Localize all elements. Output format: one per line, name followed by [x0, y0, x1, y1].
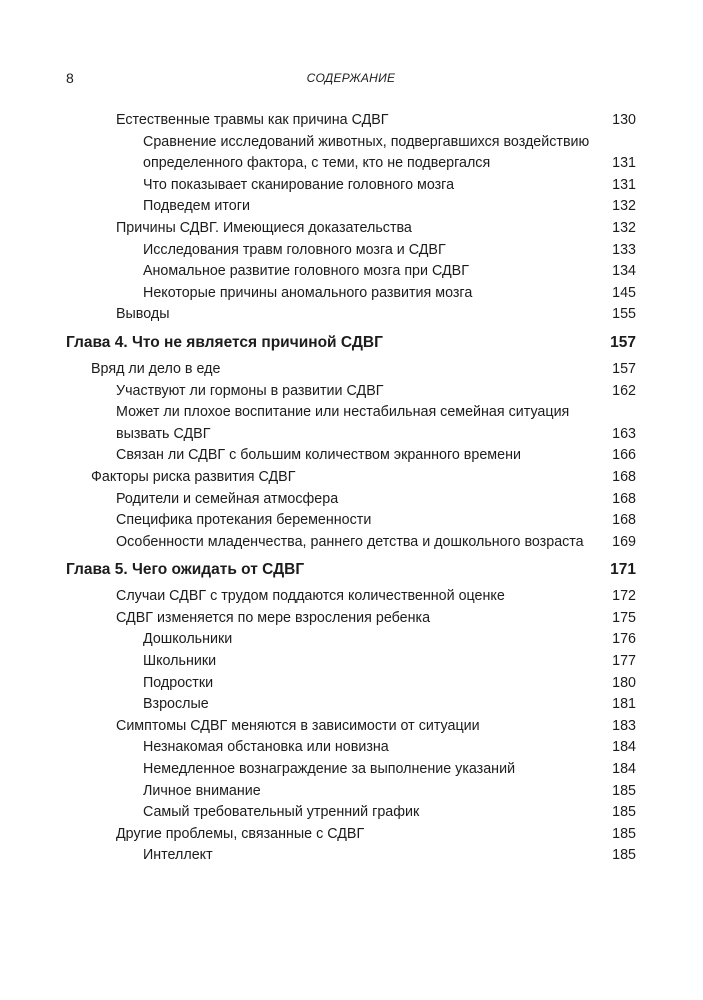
toc-entry-title: Причины СДВГ. Имеющиеся доказательства [116, 219, 412, 236]
toc-entry-page: 176 [612, 631, 636, 648]
toc-entry-title: Сравнение исследований животных, подвергавшихся воздействию определенного фактора, с теми, кто не подвергался [143, 133, 590, 172]
toc-entry-page: 130 [612, 112, 636, 128]
toc-entry [66, 110, 636, 132]
toc-entry-page: 175 [612, 609, 636, 626]
toc-entry [66, 240, 636, 262]
toc-entry-title: Глава 4. Что не является причиной СДВГ [66, 333, 383, 351]
toc-entry [66, 845, 636, 867]
toc-entry-page: 131 [612, 155, 636, 172]
page-number: 8 [66, 70, 74, 86]
toc-entry [66, 218, 636, 240]
toc-entry [66, 629, 636, 651]
toc-entry-page: 185 [612, 825, 636, 842]
toc-entry [66, 673, 636, 695]
toc-entry-title: Интеллект [143, 847, 213, 864]
toc-entry-page: 181 [612, 696, 636, 713]
toc-chapter [66, 559, 636, 581]
toc-entry-title: Исследования травм головного мозга и СДВГ [143, 241, 446, 258]
toc-entry-title: Дошкольники [143, 631, 233, 648]
toc-entry-title: Подростки [143, 674, 214, 691]
toc-entry-title: СДВГ изменяется по мере взросления ребенка [116, 609, 431, 626]
toc-entry-page: 157 [610, 333, 636, 351]
toc-entry-title: Другие проблемы, связанные с СДВГ [116, 825, 365, 842]
toc-entry [66, 716, 636, 738]
toc-entry [66, 586, 636, 608]
toc-entry-title: Связан ли СДВГ с большим количеством экранного времени [116, 447, 521, 464]
toc-entry [66, 445, 636, 467]
toc-entry [66, 802, 636, 824]
running-title: СОДЕРЖАНИЕ [306, 71, 396, 85]
toc-entry-title: Вряд ли дело в еде [91, 360, 221, 377]
toc-entry-page: 132 [612, 219, 636, 236]
toc-entry-page: 162 [612, 382, 636, 399]
toc-entry-title: Естественные травмы как причина СДВГ [116, 112, 389, 128]
toc-entry-title: Может ли плохое воспитание или нестабильная семейная ситуация вызвать СДВГ [116, 404, 570, 442]
toc-entry-page: 185 [612, 804, 636, 821]
toc-entry-page: 184 [612, 739, 636, 756]
toc-entry [66, 759, 636, 781]
toc-entry-page: 134 [612, 263, 636, 280]
toc-entry-title: Родители и семейная атмосфера [116, 490, 339, 507]
toc-entry-page: 157 [612, 360, 636, 377]
toc-entry [66, 283, 636, 305]
toc-entry-page: 184 [612, 761, 636, 778]
toc-entry-page: 183 [612, 717, 636, 734]
toc-entry [66, 359, 636, 381]
toc-chapter [66, 332, 636, 354]
toc-entry-title: Немедленное вознаграждение за выполнение указаний [143, 761, 516, 778]
toc-entry [66, 608, 636, 630]
toc-entry [66, 694, 636, 716]
table-of-contents [66, 110, 636, 867]
toc-entry-title: Некоторые причины аномального развития мозга [143, 284, 473, 301]
toc-entry-page: 145 [612, 284, 636, 301]
toc-entry-page: 177 [612, 653, 636, 670]
toc-entry-page: 180 [612, 674, 636, 691]
page-header [66, 70, 636, 90]
toc-entry [66, 132, 636, 175]
toc-entry [66, 304, 636, 326]
toc-entry-page: 169 [612, 533, 636, 550]
toc-entry-page: 155 [612, 306, 636, 323]
toc-entry [66, 175, 636, 197]
toc-entry [66, 196, 636, 218]
toc-entry [66, 651, 636, 673]
toc-entry-title: Симптомы СДВГ меняются в зависимости от ситуации [116, 717, 480, 734]
toc-entry-title: Факторы риска развития СДВГ [91, 468, 296, 485]
toc-entry-page: 131 [612, 176, 636, 193]
toc-entry-page: 168 [612, 512, 636, 529]
toc-entry [66, 510, 636, 532]
toc-entry-page: 185 [612, 847, 636, 864]
toc-entry-title: Выводы [116, 306, 170, 323]
toc-entry-page: 166 [612, 447, 636, 464]
toc-entry-title: Подведем итоги [143, 198, 250, 215]
toc-entry [66, 381, 636, 403]
toc-entry-title: Личное внимание [143, 782, 261, 799]
toc-entry-title: Самый требовательный утренний график [143, 804, 420, 821]
toc-entry-title: Особенности младенчества, раннего детства и дошкольного возраста [116, 533, 584, 550]
toc-entry-page: 171 [610, 561, 636, 579]
toc-entry-page: 132 [612, 198, 636, 215]
toc-entry [66, 737, 636, 759]
toc-entry [66, 824, 636, 846]
toc-entry-title: Специфика протекания беременности [116, 512, 372, 529]
toc-entry-title: Школьники [143, 653, 217, 670]
toc-entry [66, 781, 636, 803]
toc-entry-title: Случаи СДВГ с трудом поддаются количественной оценке [116, 588, 505, 605]
toc-entry-title: Взрослые [143, 696, 209, 713]
toc-entry-page: 185 [612, 782, 636, 799]
toc-entry-title: Незнакомая обстановка или новизна [143, 739, 389, 756]
toc-entry [66, 402, 636, 445]
toc-entry-title: Аномальное развитие головного мозга при СДВГ [143, 263, 469, 280]
toc-entry [66, 489, 636, 511]
toc-entry-title: Что показывает сканирование головного мозга [143, 176, 455, 193]
toc-entry [66, 261, 636, 283]
toc-entry-title: Глава 5. Чего ожидать от СДВГ [66, 561, 305, 579]
toc-entry [66, 467, 636, 489]
toc-entry-page: 133 [612, 241, 636, 258]
toc-entry-page: 168 [612, 468, 636, 485]
toc-entry-page: 172 [612, 588, 636, 605]
toc-entry-title: Участвуют ли гормоны в развитии СДВГ [116, 382, 384, 399]
toc-entry-page: 168 [612, 490, 636, 507]
toc-entry [66, 532, 636, 554]
toc-entry-page: 163 [612, 425, 636, 442]
